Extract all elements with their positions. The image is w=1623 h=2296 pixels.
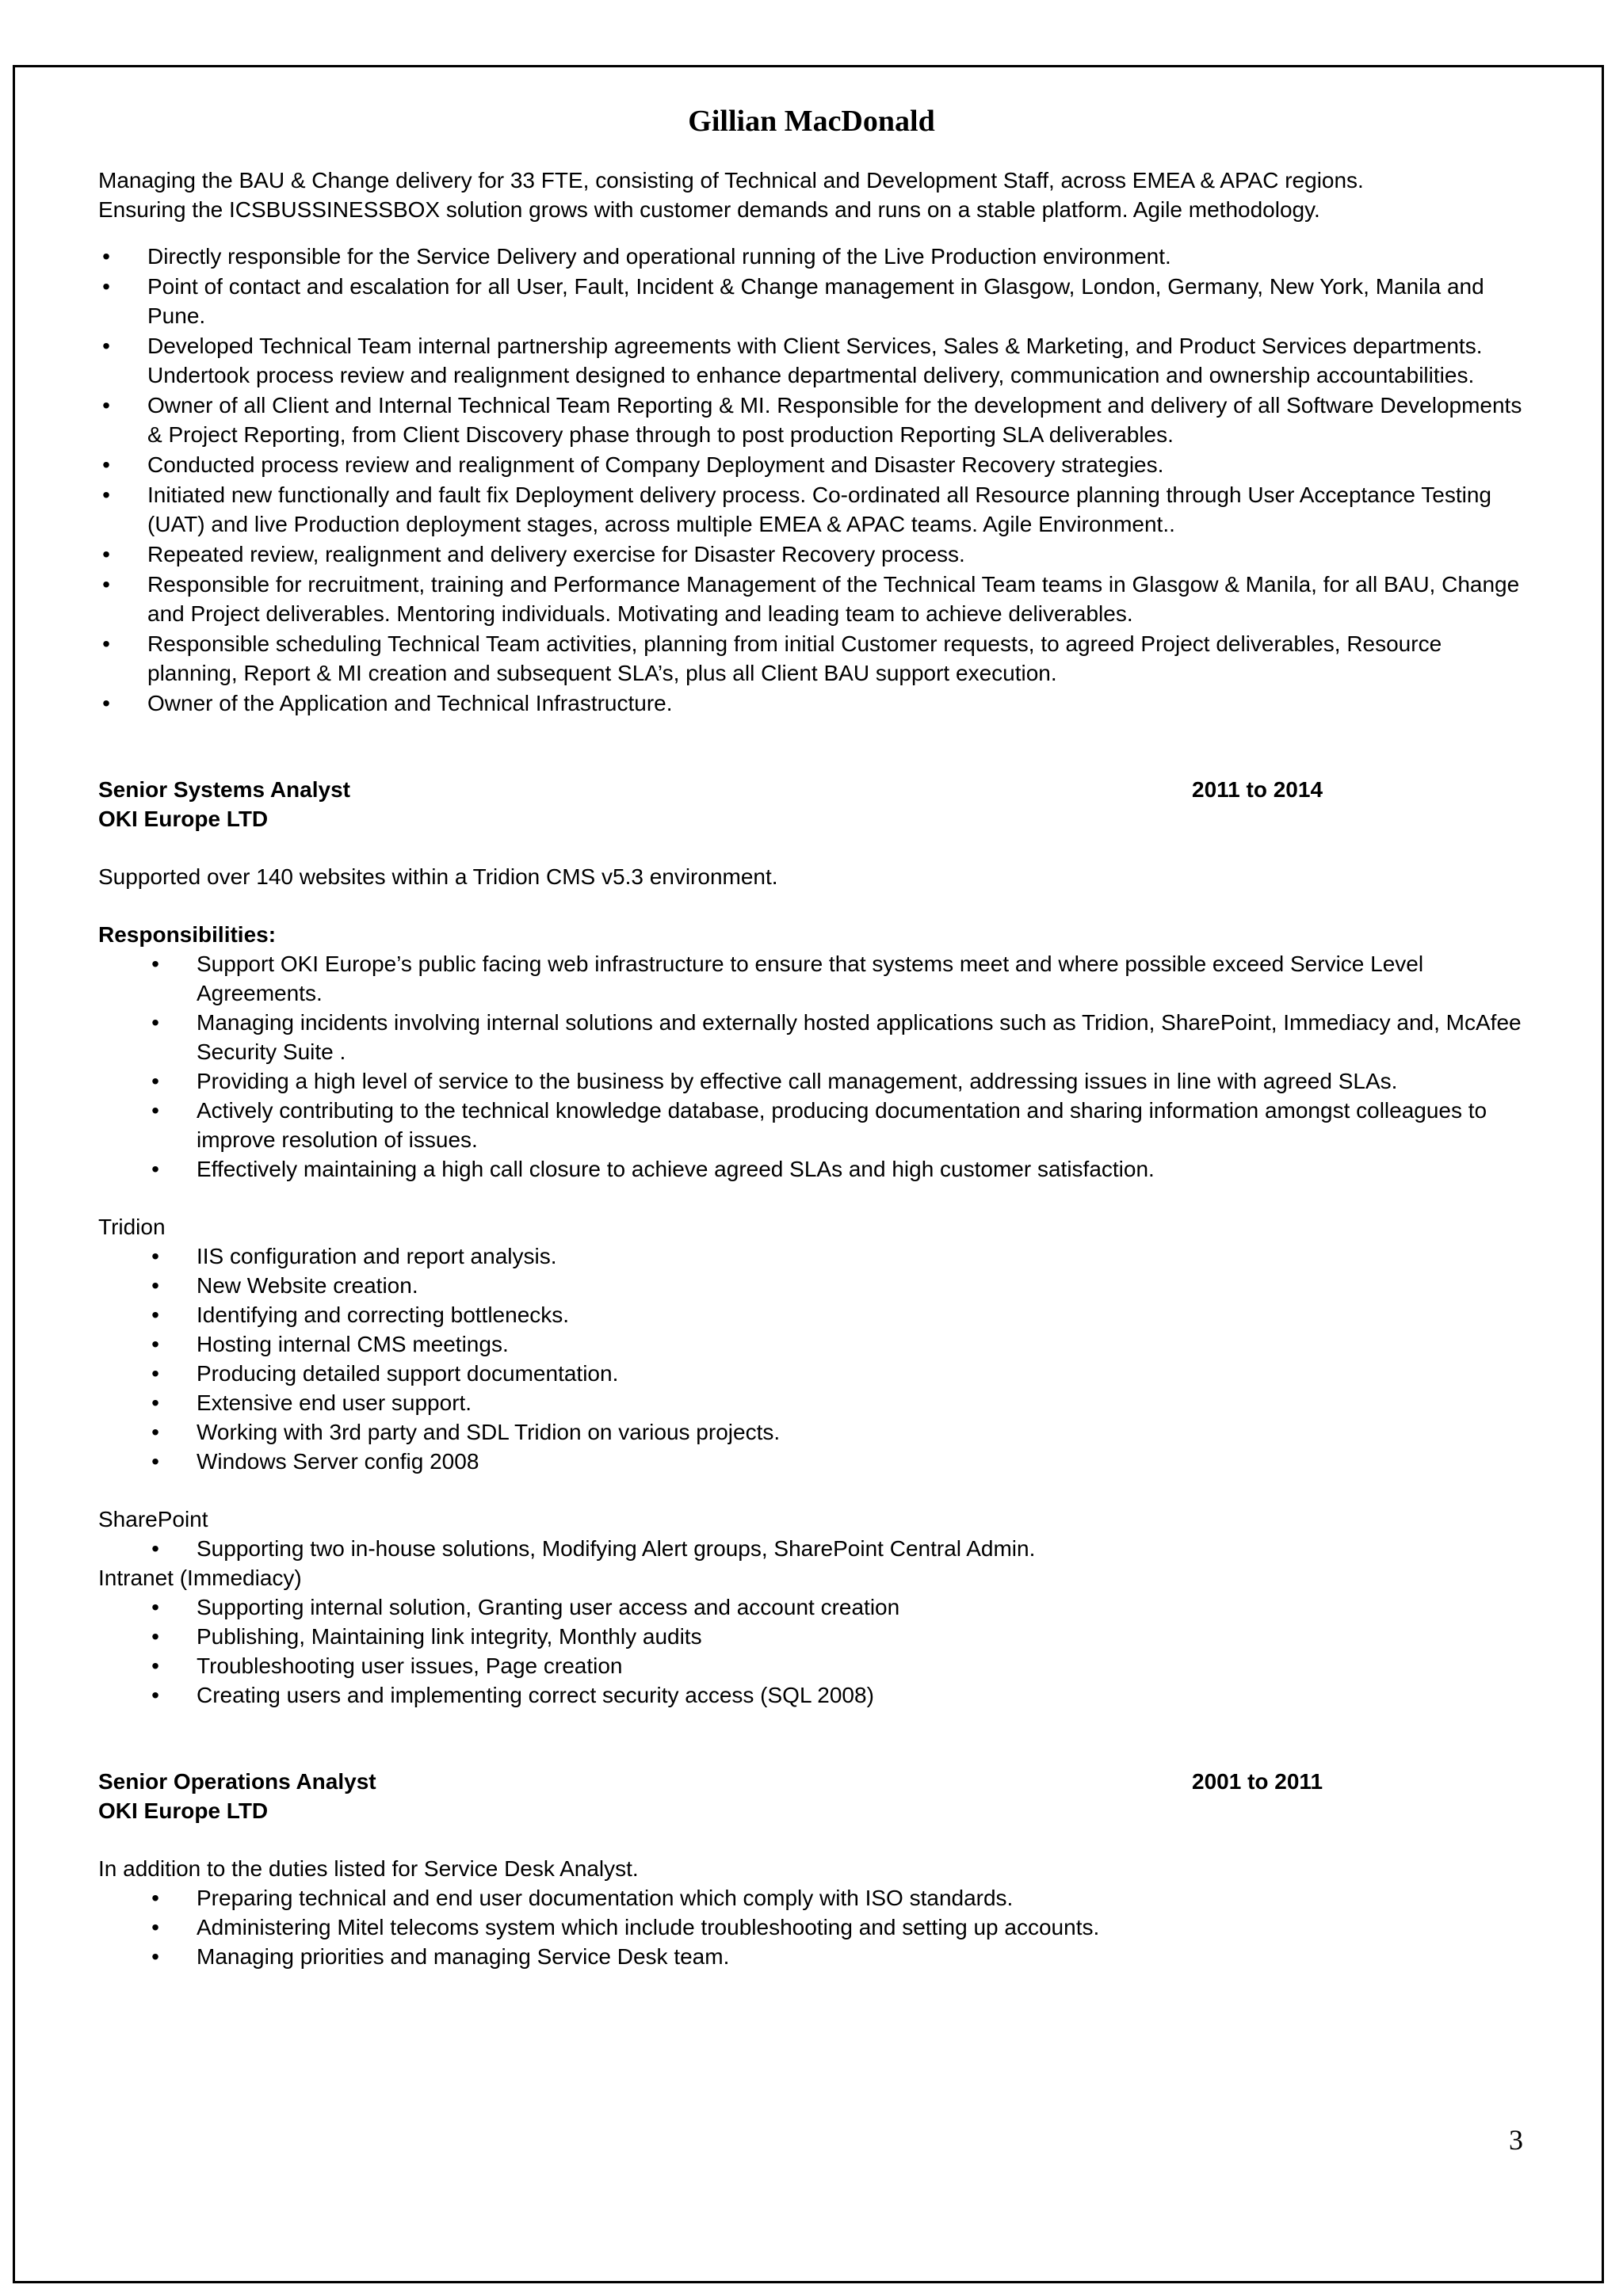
list-item: • Supporting internal solution, Granting user access and account creation (98, 1592, 1525, 1622)
list-item: • Identifying and correcting bottlenecks. (98, 1300, 1525, 1329)
tridion-heading: Tridion (98, 1215, 166, 1239)
list-item: • Windows Server config 2008 (98, 1447, 1525, 1476)
bullet-icon: • (151, 1915, 159, 1939)
list-item: • Preparing technical and end user documentation which comply with ISO standards. (98, 1883, 1525, 1913)
bullet-icon: • (102, 542, 110, 566)
list-item: • Producing detailed support documentation. (98, 1359, 1525, 1388)
candidate-name: Gillian MacDonald (688, 105, 935, 138)
tridion-list (98, 1241, 1525, 1476)
sharepoint-list (98, 1534, 1525, 1563)
list-item: • Responsible for recruitment, training and Performance Management of the Technical Team teams in Glasgow & Manila, for all BAU, Change and Project deliverables. Mentoring individuals. Motivating and leading team to achieve deliverables. (98, 570, 1525, 628)
resume-content (98, 93, 1525, 1971)
list-item: • New Website creation. (98, 1271, 1525, 1300)
bullet-icon: • (102, 244, 110, 269)
bullet-icon: • (151, 1420, 159, 1444)
bullet-icon: • (151, 1944, 159, 1969)
list-item: • Working with 3rd party and SDL Tridion on various projects. (98, 1417, 1525, 1447)
bullet-icon: • (151, 1244, 159, 1268)
list-item: • Initiated new functionally and fault fix Deployment delivery process. Co-ordinated all Resource planning through User Acceptance Testing (UAT) and live Production deployment stages, across multiple EMEA & APAC teams. Agile Environment.. (98, 480, 1525, 539)
bullet-icon: • (151, 1273, 159, 1298)
list-item: • Repeated review, realignment and delivery exercise for Disaster Recovery process. (98, 540, 1525, 569)
list-item: • Directly responsible for the Service Delivery and operational running of the Live Production environment. (98, 242, 1525, 271)
list-item: • Managing incidents involving internal solutions and externally hosted applications such as Tridion, SharePoint, Immediacy and, McAfee Security Suite . (98, 1008, 1525, 1066)
list-item: • Creating users and implementing correct security access (SQL 2008) (98, 1680, 1525, 1710)
job-intro: In addition to the duties listed for Service Desk Analyst. (98, 1856, 639, 1881)
list-item: • Troubleshooting user issues, Page creation (98, 1651, 1525, 1680)
intranet-heading: Intranet (Immediacy) (98, 1566, 302, 1590)
bullet-icon: • (102, 274, 110, 299)
list-item: • Point of contact and escalation for all User, Fault, Incident & Change management in Glasgow, London, Germany, New York, Manila and Pune. (98, 272, 1525, 330)
bullet-icon: • (151, 1653, 159, 1678)
list-item: • Supporting two in-house solutions, Modifying Alert groups, SharePoint Central Admin. (98, 1534, 1525, 1563)
list-item: • Actively contributing to the technical knowledge database, producing documentation and sharing information amongst colleagues to improve resolution of issues. (98, 1096, 1525, 1154)
bullet-icon: • (102, 334, 110, 358)
bullet-icon: • (151, 1536, 159, 1561)
list-item: • Developed Technical Team internal partnership agreements with Client Services, Sales & Marketing, and Product Services departments. Undertook process review and realignment designed to enhance departmental delivery, communication and ownership accountabilities. (98, 331, 1525, 390)
bullet-icon: • (151, 1361, 159, 1386)
bullet-icon: • (151, 1624, 159, 1649)
bullet-icon: • (151, 1302, 159, 1327)
summary-line-1: Managing the BAU & Change delivery for 33 FTE, consisting of Technical and Development Staff, across EMEA & APAC regions. (98, 168, 1364, 193)
bullet-icon: • (102, 482, 110, 507)
job-title-row (98, 1767, 1525, 1796)
list-item: • Effectively maintaining a high call closure to achieve agreed SLAs and high customer satisfaction. (98, 1154, 1525, 1184)
bullet-icon: • (151, 1069, 159, 1093)
bullet-icon: • (151, 1886, 159, 1910)
sharepoint-heading: SharePoint (98, 1507, 208, 1531)
bullet-icon: • (151, 1595, 159, 1619)
company-name: OKI Europe LTD (98, 1798, 269, 1823)
bullet-icon: • (102, 691, 110, 715)
intranet-list (98, 1592, 1525, 1710)
list-item: • Support OKI Europe’s public facing web infrastructure to ensure that systems meet and where possible exceed Service Level Agreements. (98, 949, 1525, 1008)
bullet-icon: • (151, 1332, 159, 1356)
responsibilities-heading: Responsibilities: (98, 922, 277, 947)
summary-line-2: Ensuring the ICSBUSSINESSBOX solution grows with customer demands and runs on a stable platform. Agile methodology. (98, 197, 1320, 222)
job-intro: Supported over 140 websites within a Tridion CMS v5.3 environment. (98, 864, 778, 889)
job-dates: 2011 to 2014 (1192, 777, 1323, 802)
bullet-icon: • (102, 393, 110, 418)
list-item: • Hosting internal CMS meetings. (98, 1329, 1525, 1359)
list-item: • Administering Mitel telecoms system which include troubleshooting and setting up accounts. (98, 1913, 1525, 1942)
bullet-icon: • (102, 631, 110, 656)
list-item: • Publishing, Maintaining link integrity, Monthly audits (98, 1622, 1525, 1651)
bullet-icon: • (151, 1449, 159, 1474)
bullet-icon: • (102, 452, 110, 477)
list-item: • Conducted process review and realignment of Company Deployment and Disaster Recovery strategies. (98, 450, 1525, 479)
list-item: • Responsible scheduling Technical Team activities, planning from initial Customer requests, to agreed Project deliverables, Resource planning, Report & MI creation and subsequent SLA’s, plus all Client BAU support execution. (98, 629, 1525, 688)
bullet-icon: • (151, 1010, 159, 1035)
bullet-icon: • (151, 1390, 159, 1415)
bullet-icon: • (151, 952, 159, 976)
list-item: • Providing a high level of service to the business by effective call management, addressing issues in line with agreed SLAs. (98, 1066, 1525, 1096)
company-name: OKI Europe LTD (98, 807, 269, 831)
job-title-row (98, 775, 1525, 804)
bullet-icon: • (151, 1157, 159, 1181)
duties-list (98, 1883, 1525, 1971)
list-item: • Managing priorities and managing Service Desk team. (98, 1942, 1525, 1971)
bullet-icon: • (151, 1098, 159, 1123)
job-dates: 2001 to 2011 (1192, 1769, 1323, 1794)
list-item: • Owner of all Client and Internal Technical Team Reporting & MI. Responsible for the development and delivery of all Software Developments & Project Reporting, from Client Discovery phase through to post production Reporting SLA deliverables. (98, 391, 1525, 449)
summary-bullet-list (98, 242, 1525, 718)
bullet-icon: • (102, 572, 110, 597)
list-item: • Owner of the Application and Technical Infrastructure. (98, 688, 1525, 718)
page-number: 3 (1509, 2124, 1523, 2156)
list-item: • IIS configuration and report analysis. (98, 1241, 1525, 1271)
responsibilities-list (98, 949, 1525, 1184)
job-title: Senior Systems Analyst (98, 777, 350, 802)
job-title: Senior Operations Analyst (98, 1769, 376, 1794)
list-item: • Extensive end user support. (98, 1388, 1525, 1417)
bullet-icon: • (151, 1683, 159, 1707)
